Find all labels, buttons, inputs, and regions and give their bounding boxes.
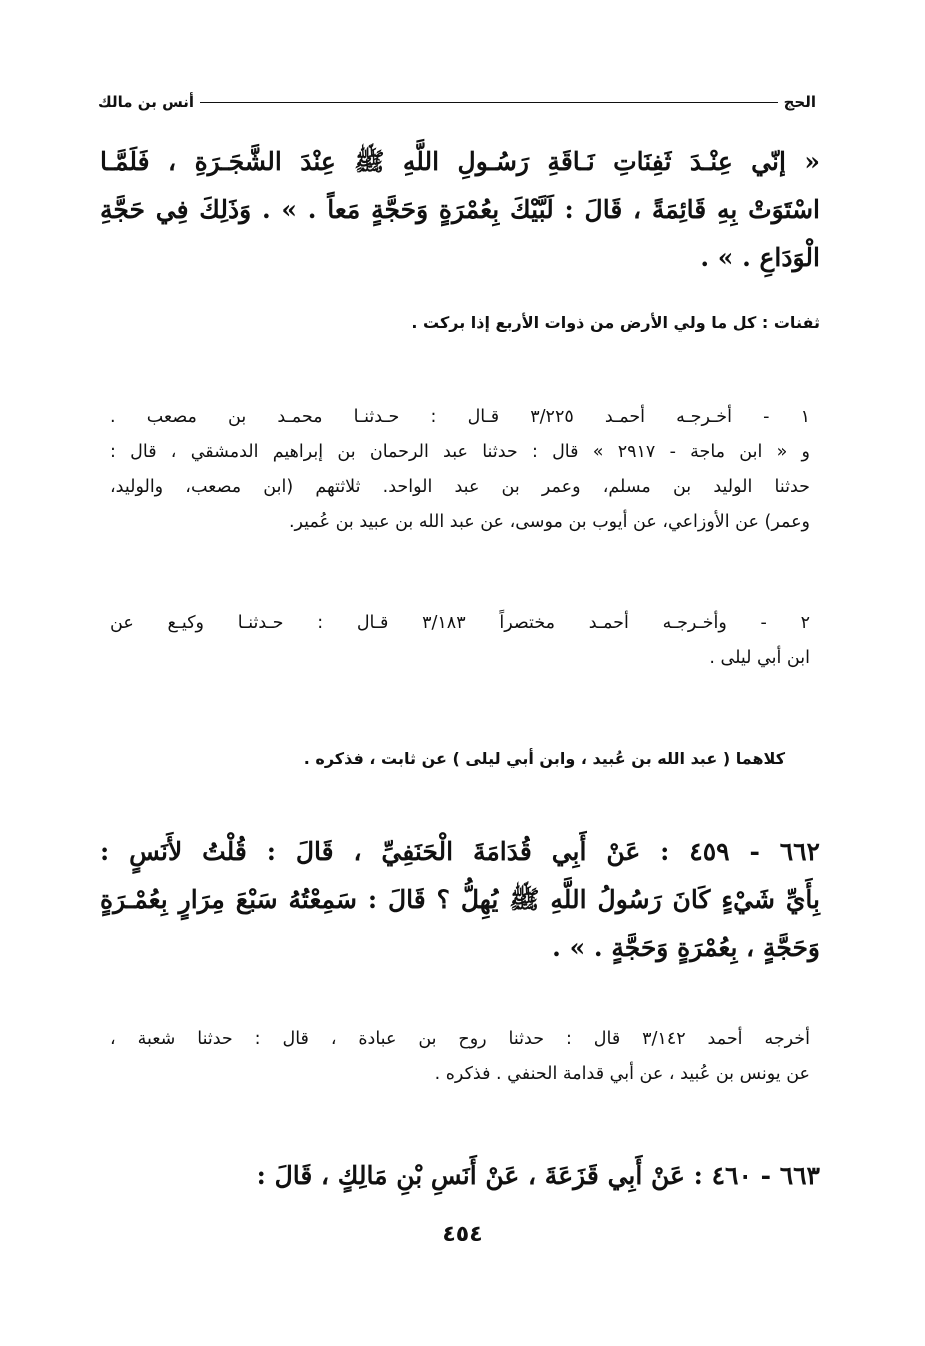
gloss-line: ثفنات : كل ما ولي الأرض من ذوات الأربع إذا بركت . [411,313,820,332]
takhrij-line: ابن أبي ليلى . [709,648,810,668]
takhrij-1 [110,400,810,540]
hadith-line: ٦٦٣ - ٤٦٠ : عَنْ أَبِي قَزَعَةَ ، عَنْ أَنَسِ بْنِ مَالِكٍ ، قَالَ : [256,1161,820,1190]
takhrij-line: عن يونس بن عُبيد ، عن أبي قدامة الحنفي . فذكره . [434,1064,810,1084]
running-header [98,88,816,116]
takhrij-line: و « ابن ماجة - ٢٩١٧ » قال : حدثنا عبد الرحمان بن إبراهيم الدمشقي ، قال : [110,442,810,462]
hadith-line: وَحَجَّةٍ ، بِعُمْرَةٍ وَحَجَّةٍ . » . [552,933,820,962]
page-number: ٤٥٤ [442,1222,483,1247]
takhrij-line: حدثنا الوليد بن مسلم، وعمر بن عبد الواحد. ثلاثتهم (ابن مصعب، والوليد، [110,477,810,497]
header-chapter-title: الحج [783,93,816,111]
hadith-line: بِأَيِّ شَيْءٍ كَانَ رَسُولُ اللَّهِ ﷺ يُهِلُّ ؟ قَالَ : سَمِعْتُهُ سَبْعَ مِرَارٍ بِعُمْـرَةٍ [100,885,820,914]
hadith-line: « إنّي عِنْـدَ ثَفِنَاتِ نَـاقَةِ رَسُـولِ اللَّهِ ﷺ عِنْدَ الشَّجَـرَةِ ، فَلَمَّـا [100,147,820,176]
hadith-line: الْوَدَاعِ . » . [700,243,820,272]
takhrij-line: ٢ - وأخـرجـه أحمـد مختصراً ٣/١٨٣ قـال : حـدثنـا وكيـع عن [110,613,810,633]
takhrij-line: ١ - أخـرجـه أحمـد ٣/٢٢٥ قـال : حـدثنـا محمـد بن مصعب . [110,407,810,427]
hadith-662 [100,828,820,972]
summary-line: كلاهما ( عبد الله بن عُبيد ، وابن أبي ليلى ) عن ثابت ، فذكره . [303,749,785,768]
takhrij-2 [110,606,810,676]
takhrij-662 [110,1022,810,1092]
hadith-663 [100,1152,820,1200]
header-rule [200,102,778,103]
header-section-title: أنس بن مالك [98,93,195,111]
takhrij-line: وعمر) عن الأوزاعي، عن أيوب بن موسى، عن عبد الله بن عبيد بن عُمير. [288,512,810,532]
gloss-note [100,306,820,340]
hadith-line: ٦٦٢ - ٤٥٩ : عَنْ أَبِي قُدَامَةَ الْحَنَفِيِّ ، قَالَ : قُلْتُ لأَنَسٍ : [100,837,820,866]
hadith-text-a [100,138,820,282]
hadith-line: اسْتَوَتْ بِهِ قَائِمَةً ، قَالَ : لَبَّيْكَ بِعُمْرَةٍ وَحَجَّةٍ مَعاً . » . وَذَلِكَ فِي حَجَّةِ [100,195,820,224]
takhrij-line: أخرجه أحمد ٣/١٤٢ قال : حدثنا روح بن عبادة ، قال : حدثنا شعبة ، [110,1029,810,1049]
summary-note [110,742,785,776]
